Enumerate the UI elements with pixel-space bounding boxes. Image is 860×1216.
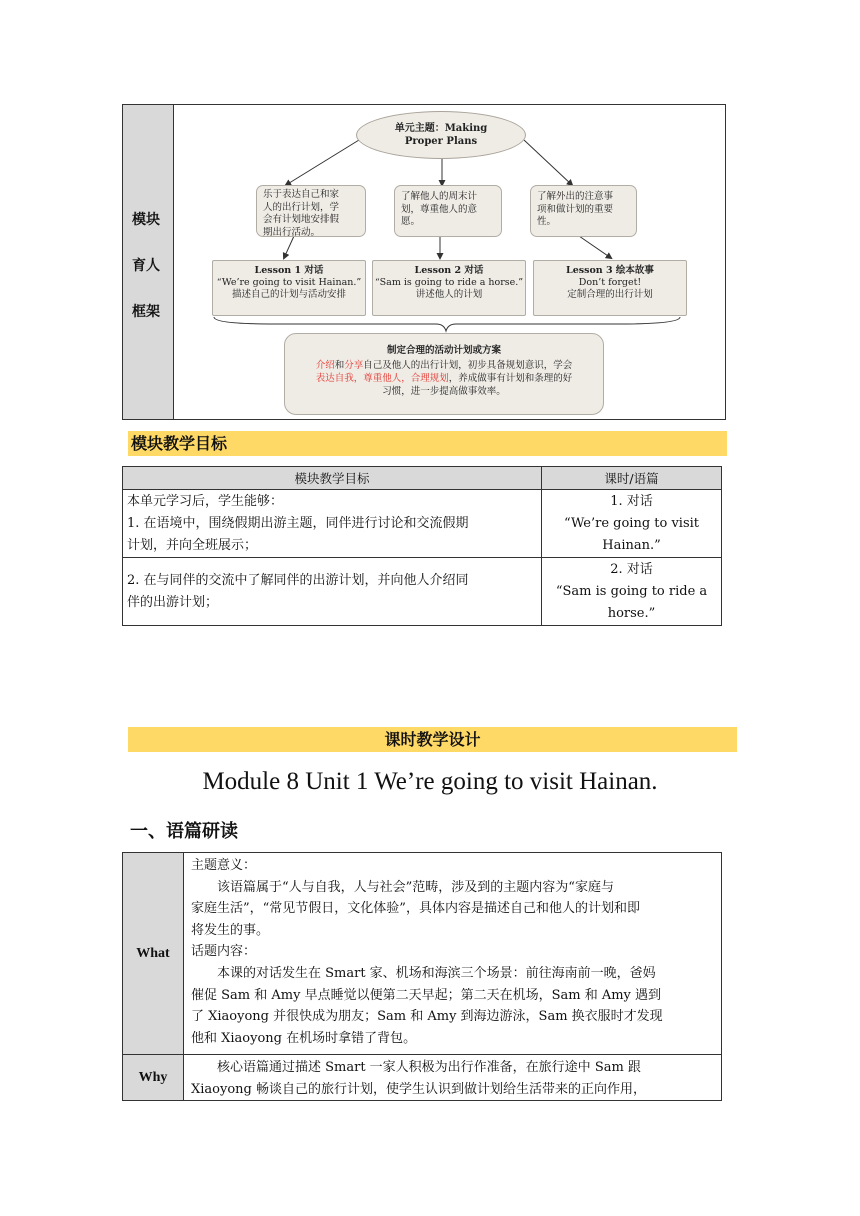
arrow-root-goal1 [286, 140, 359, 185]
what-line-9: 他和 Xiaoyong 在机场时拿错了背包。 [191, 1030, 417, 1046]
what-line-1: 主题意义： [191, 858, 257, 873]
lesson-2-title: Lesson 2 对话 [414, 265, 484, 276]
plan-title: 制定合理的活动计划或方案 [386, 345, 501, 356]
framework-diagram [174, 105, 725, 419]
objective-1-line-3: 计划，并向全班展示； [127, 537, 258, 553]
objective-2-line-2: 伴的出游计划； [127, 594, 219, 610]
plan-line-1 [299, 359, 589, 372]
framework-label-1: 模块 [132, 212, 160, 228]
framework-label-3: 框架 [132, 304, 160, 320]
framework-label-2: 育人 [132, 258, 160, 274]
arrow-goal1-lesson1 [284, 236, 294, 258]
unit-theme-line-1: 单元主题：Making [394, 123, 488, 134]
lesson-node-3 [533, 260, 687, 316]
arrow-goal3-lesson3 [579, 236, 611, 258]
goal-3-line-3: 性。 [537, 216, 557, 227]
text-analysis-table [122, 852, 722, 1101]
module-title: Module 8 Unit 1 We’re going to visit Hainan. [202, 768, 658, 795]
plan-line-3: 习惯，进一步提高做事效率。 [382, 386, 506, 397]
goal-node-3 [530, 185, 637, 237]
what-content [184, 853, 722, 1055]
header-objectives: 模块教学目标 [123, 467, 542, 490]
lesson-1-line-2: “We’re going to visit [563, 515, 700, 531]
plan-and: 和 [334, 360, 345, 371]
what-label: What [123, 853, 184, 1055]
lesson-1-desc: 描述自己的计划与活动安排 [231, 289, 346, 300]
lesson-node-1 [212, 260, 366, 316]
framework-table [122, 104, 726, 420]
goal-1-line-2: 人的出行计划，学 [263, 201, 340, 213]
table-row [123, 1055, 722, 1101]
objective-cell-1 [123, 490, 542, 558]
what-line-6: 本课的对话发生在 Smart 家、机场和海滨三个场景：前往海南前一晚，爸妈 [217, 965, 656, 981]
unit-theme-line-2: Proper Plans [404, 136, 478, 147]
goal-3-line-2: 项和做计划的重要 [537, 203, 614, 215]
goal-3-line-1: 了解外出的注意事 [537, 191, 614, 202]
objective-cell-2 [123, 558, 542, 626]
header-lesson: 课时/语篇 [542, 467, 722, 490]
goal-2-line-3: 愿。 [401, 216, 421, 227]
plan-red-share: 分享 [344, 360, 364, 371]
lesson-3-title: Lesson 3 绘本故事 [566, 265, 654, 276]
goal-1-line-4: 期出行活动。 [263, 226, 321, 238]
lesson-1-title: Lesson 1 对话 [254, 265, 324, 276]
goal-2-line-1: 了解他人的周末计 [401, 191, 478, 202]
why-line-1: 核心语篇通过描述 Smart 一家人积极为出行作准备，在旅行途中 Sam 跟 [217, 1060, 641, 1075]
plan-line-1-rest: 自己及他人的出行计划，初步具备规划意识，学会 [363, 360, 573, 371]
what-line-5: 话题内容： [191, 944, 257, 960]
objective-2-line-1: 2. 在与同伴的交流中了解同伴的出游计划，并向他人介绍同 [127, 572, 469, 588]
objective-1-line-1: 本单元学习后，学生能够： [127, 493, 284, 509]
lesson-cell-1 [542, 490, 722, 558]
plan-red-introduce: 介绍 [315, 360, 335, 371]
what-line-2: 该语篇属于“人与自我，人与社会”范畴，涉及到的主题内容为“家庭与 [217, 879, 614, 895]
objectives-header-row [123, 467, 722, 490]
lessons-brace [214, 317, 680, 331]
lesson-node-2 [372, 260, 526, 316]
lesson-3-quote: Don’t forget! [578, 277, 642, 288]
lesson-design-heading: 课时教学设计 [128, 727, 737, 752]
table-row [123, 558, 722, 626]
lesson-1-quote: “We’re going to visit Hainan.” [216, 277, 362, 288]
table-row [123, 853, 722, 1055]
goal-node-2 [394, 185, 502, 237]
lesson-1-line-3: Hainan.” [602, 537, 661, 553]
plan-red-values: 表达自我，尊重他人，合理规划 [315, 373, 449, 384]
what-line-7: 催促 Sam 和 Amy 早点睡觉以便第二天早起；第二天在机场，Sam 和 Amy 遇到 [191, 987, 662, 1003]
objective-1-line-2: 1. 在语境中，围绕假期出游主题，同伴进行讨论和交流假期 [127, 515, 469, 531]
objectives-table [122, 466, 722, 626]
plan-line-2 [299, 372, 589, 385]
table-row [123, 490, 722, 558]
framework-label-cell [123, 105, 174, 419]
activity-plan-node [284, 333, 604, 415]
goal-1-line-1: 乐于表达自己和家 [263, 189, 340, 200]
lesson-2-quote: “Sam is going to ride a horse.” [374, 277, 524, 288]
plan-line-2-rest: ，养成做事有计划和条理的好 [448, 373, 573, 384]
goal-node-1 [256, 185, 366, 237]
why-content [184, 1055, 722, 1101]
lesson-2-line-2: “Sam is going to ride a [555, 583, 708, 599]
lesson-cell-2 [542, 558, 722, 626]
why-label: Why [123, 1055, 184, 1101]
what-line-8: 了 Xiaoyong 并很快成为朋友；Sam 和 Amy 到海边游泳，Sam 换衣服时才发现 [191, 1009, 663, 1025]
lesson-2-desc: 讲述他人的计划 [415, 289, 483, 300]
lesson-1-line-1: 1. 对话 [610, 493, 653, 509]
goal-2-line-2: 划，尊重他人的意 [401, 203, 478, 215]
why-line-2: Xiaoyong 畅谈自己的旅行计划，使学生认识到做计划给生活带来的正向作用， [191, 1081, 646, 1097]
arrow-root-goal3 [524, 140, 572, 185]
goal-1-line-3: 会有计划地安排假 [263, 214, 340, 225]
unit-theme-node [356, 111, 526, 159]
what-line-4: 将发生的事。 [191, 922, 270, 938]
lesson-2-line-1: 2. 对话 [610, 561, 653, 577]
what-line-3: 家庭生活”，“常见节假日，文化体验”，具体内容是描述自己和他人的计划和即 [191, 901, 640, 917]
objectives-heading: 模块教学目标 [128, 431, 727, 456]
section-title: 一、语篇研读 [130, 821, 238, 842]
lesson-2-line-3: horse.” [607, 605, 656, 621]
lesson-3-desc: 定制合理的出行计划 [567, 289, 653, 300]
